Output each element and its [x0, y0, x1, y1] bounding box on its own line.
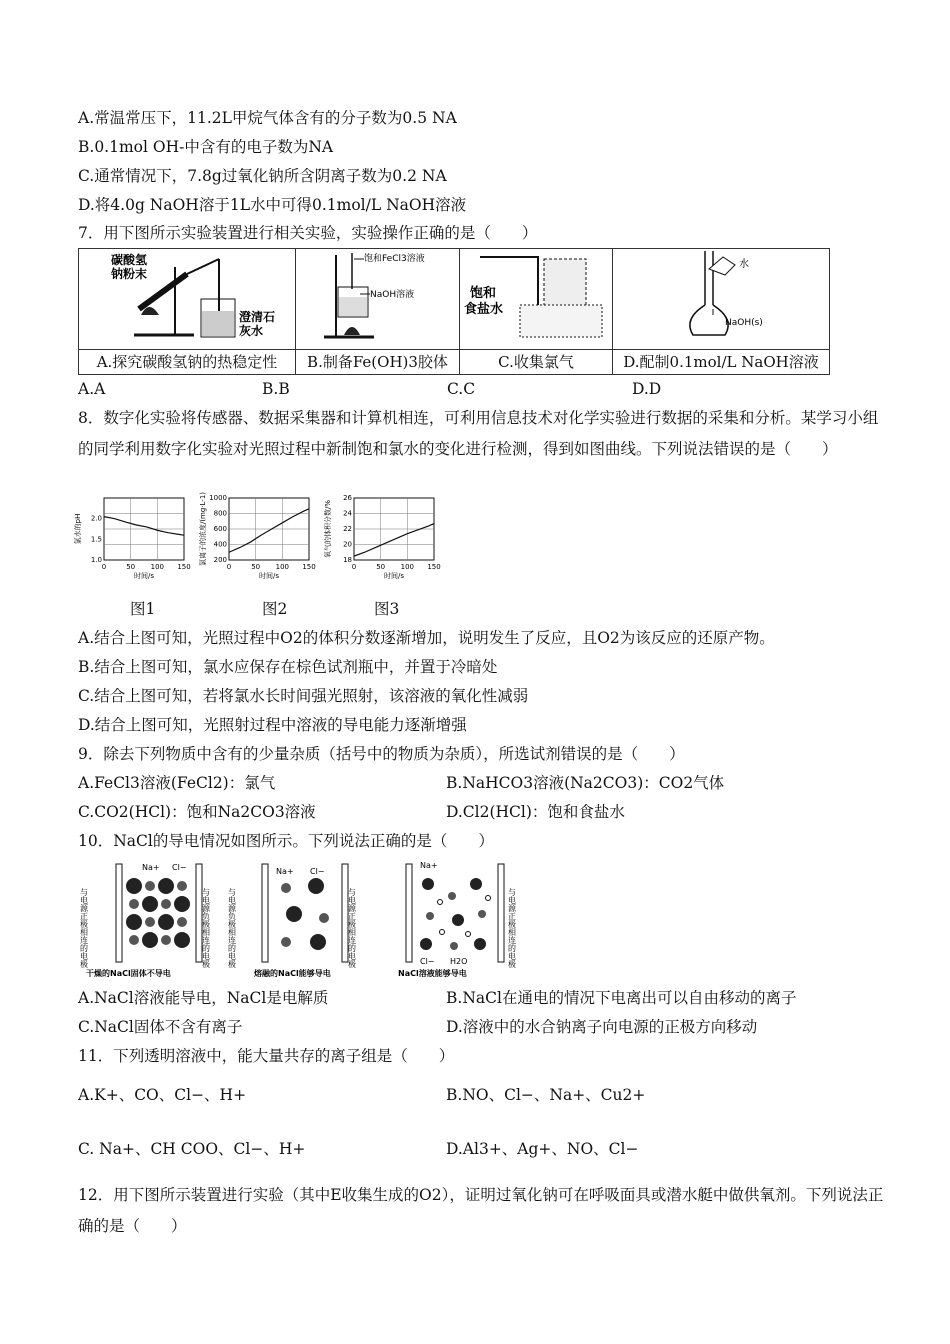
- q7-caption-d: D.配制0.1mol/L NaOH溶液: [613, 349, 829, 374]
- electrode-label-positive-3: 与电源正极相连的电极: [507, 888, 517, 968]
- y-tick-label: 24: [343, 509, 352, 518]
- x-tick-label: 100: [150, 563, 165, 571]
- q11-option-c: C. Na+、CH COO、Cl−、H+: [78, 1140, 306, 1158]
- chart-1: [73, 498, 191, 580]
- q11-stem: 11．下列透明溶液中，能大量共存的离子组是（ ）: [78, 1047, 455, 1065]
- q7-caption-b: B.制备Fe(OH)3胶体: [296, 349, 459, 374]
- y-tick-label: 18: [343, 556, 352, 564]
- nacl-conductivity-figure: [80, 858, 542, 980]
- fig-b-label-2: NaOH溶液: [370, 290, 415, 300]
- q7-caption-a: A.探究碳酸氢钠的热稳定性: [79, 349, 295, 374]
- na-ion-label-2: Na+: [276, 867, 294, 876]
- caption-molten: 熔融的NaCl能够导电: [254, 969, 331, 978]
- q8-figure-title-2: 图2: [262, 600, 288, 618]
- q7-caption-c: C.收集氯气: [460, 349, 612, 374]
- fig-a-label-3: 澄清石: [239, 310, 276, 324]
- hydrated-ions: [420, 878, 491, 950]
- y-tick-label: 1.5: [90, 535, 102, 544]
- fig-c-label-1: 饱和: [470, 286, 497, 301]
- y-tick-label: 20: [343, 540, 352, 549]
- electrode-label-negative-2: 与电源负极相连的电极: [227, 888, 237, 968]
- x-axis-label: 时间/s: [383, 572, 405, 580]
- q10-option-d: D.溶液中的水合钠离子向电源的正极方向移动: [446, 1018, 758, 1036]
- ion-lattice: [126, 878, 190, 948]
- chart-3: [323, 494, 441, 580]
- series-line: [104, 517, 184, 536]
- q11-option-d: D.Al3+、Ag+、NO、Cl−: [446, 1140, 639, 1158]
- y-tick-label: 22: [343, 525, 352, 533]
- electrode-label-positive-1: 与电源正极相连的电极: [79, 888, 89, 968]
- cl-ion-label-1: Cl−: [172, 863, 187, 872]
- electrode-label-negative-1: 与电源负极相连的电极: [201, 888, 211, 968]
- x-tick-label: 150: [427, 563, 441, 571]
- na-ion-label-1: Na+: [142, 863, 160, 872]
- q6-option-b: B.0.1mol OH-中含有的电子数为NA: [78, 138, 334, 156]
- gas-collection-figure: [460, 249, 612, 345]
- y-tick-label: 1000: [209, 494, 227, 502]
- q9-option-a: A.FeCl3溶液(FeCl2)：氯气: [78, 774, 276, 792]
- fig-a-label-4: 灰水: [239, 324, 264, 338]
- y-tick-label: 26: [343, 494, 352, 502]
- fig-a-label-2: 钠粉末: [111, 267, 148, 281]
- x-tick-label: 0: [351, 563, 357, 571]
- x-tick-label: 0: [101, 563, 107, 571]
- q9-option-d: D.Cl2(HCl)：饱和食盐水: [446, 803, 625, 821]
- colloid-apparatus-figure: [296, 249, 459, 345]
- caption-solution: NaCl溶液能够导电: [398, 969, 467, 978]
- y-tick-label: 800: [213, 509, 227, 518]
- q7-figure-b: [296, 249, 460, 375]
- q10-stem: 10．NaCl的导电情况如图所示。下列说法正确的是（ ）: [78, 832, 494, 850]
- fig-c-label-2: 食盐水: [464, 302, 504, 317]
- x-tick-label: 50: [251, 563, 261, 571]
- q7-figure-c: [460, 249, 613, 375]
- q9-option-b: B.NaHCO3溶液(Na2CO3)：CO2气体: [446, 774, 725, 792]
- q8-option-c: C.结合上图可知，若将氯水长时间强光照射，该溶液的氧化性减弱: [78, 687, 529, 705]
- series-line: [354, 524, 434, 557]
- series-line: [229, 509, 309, 552]
- q7-option-c: C.C: [447, 380, 476, 398]
- x-axis-label: 时间/s: [258, 572, 280, 580]
- q7-stem: 7．用下图所示实验装置进行相关实验，实验操作正确的是（ ）: [78, 224, 538, 242]
- q10-option-c: C.NaCl固体不含有离子: [78, 1018, 243, 1036]
- q7-figure-d: [613, 249, 830, 375]
- q8-option-b: B.结合上图可知，氯水应保存在棕色试剂瓶中，并置于冷暗处: [78, 658, 498, 676]
- volumetric-flask-figure: [613, 249, 829, 345]
- x-tick-label: 150: [302, 563, 316, 571]
- q11-option-b: B.NO、Cl−、Na+、Cu2+: [446, 1086, 646, 1104]
- h2o-label: H2O: [450, 957, 468, 966]
- q8-figure-title-3: 图3: [374, 600, 400, 618]
- cl-ion-label-3: Cl−: [420, 957, 435, 966]
- cl-ion-label-2: Cl−: [310, 867, 325, 876]
- caption-solid: 干燥的NaCl固体不导电: [86, 969, 171, 978]
- y-tick-label: 600: [213, 525, 227, 533]
- q10-option-a: A.NaCl溶液能导电，NaCl是电解质: [78, 989, 329, 1007]
- y-axis-label: 氧气的体积分数/%: [324, 499, 332, 559]
- x-tick-label: 50: [376, 563, 386, 571]
- y-axis-label: 氯水的pH: [74, 513, 82, 545]
- q8-option-a: A.结合上图可知，光照过程中O2的体积分数逐渐增加，说明发生了反应，且O2为该反应的还原产物。: [78, 629, 775, 647]
- q12-stem: 12．用下图所示装置进行实验（其中E收集生成的O2），证明过氧化钠可在呼吸面具或潜水艇中做供氧剂。下列说法正确的是（ ）: [78, 1186, 884, 1235]
- y-axis-label: 氯离子的浓度/(mg·L-1): [199, 491, 207, 567]
- q7-apparatus-table: [78, 248, 830, 375]
- q6-option-d: D.将4.0g NaOH溶于1L水中可得0.1mol/L NaOH溶液: [78, 196, 467, 214]
- q8-figure-title-1: 图1: [130, 600, 156, 618]
- y-tick-label: 200: [213, 556, 227, 564]
- x-tick-label: 100: [400, 563, 415, 571]
- fig-a-label-1: 碳酸氢: [111, 253, 148, 267]
- fig-b-label-1: 饱和FeCl3溶液: [364, 254, 425, 264]
- y-tick-label: 400: [213, 540, 227, 549]
- q8-charts: [76, 492, 446, 586]
- y-tick-label: 1.0: [90, 556, 102, 564]
- x-tick-label: 150: [177, 563, 191, 571]
- q6-option-c: C.通常情况下，7.8g过氧化钠所含阴离子数为0.2 NA: [78, 167, 447, 185]
- q7-figure-a: [79, 249, 296, 375]
- fig-d-label-1: 水: [739, 259, 749, 270]
- q11-option-a: A.K+、CO、Cl−、H+: [78, 1086, 247, 1104]
- y-tick-label: 2.0: [90, 514, 102, 523]
- heating-apparatus-figure: [79, 249, 295, 345]
- q9-option-c: C.CO2(HCl)：饱和Na2CO3溶液: [78, 803, 316, 821]
- x-tick-label: 100: [275, 563, 290, 571]
- q8-option-d: D.结合上图可知，光照射过程中溶液的导电能力逐渐增强: [78, 716, 467, 734]
- x-tick-label: 50: [126, 563, 136, 571]
- chart-2: [198, 492, 316, 580]
- electrode-label-positive-2: 与电源正极相连的电极: [347, 888, 357, 968]
- q7-option-a: A.A: [78, 380, 106, 398]
- fig-d-label-2: NaOH(s): [725, 318, 763, 328]
- q10-option-b: B.NaCl在通电的情况下电离出可以自由移动的离子: [446, 989, 797, 1007]
- q7-option-d: D.D: [632, 380, 662, 398]
- q7-option-b: B.B: [262, 380, 290, 398]
- q9-stem: 9．除去下列物质中含有的少量杂质（括号中的物质为杂质），所选试剂错误的是（ ）: [78, 745, 685, 763]
- x-axis-label: 时间/s: [133, 572, 155, 580]
- q8-stem: 8．数字化实验将传感器、数据采集器和计算机相连，可利用信息技术对化学实验进行数据的采集和分析。某学习小组的同学利用数字化实验对光照过程中新制饱和氯水的变化进行检测，得到如图曲线。下列说法错误的是（ ）: [78, 409, 879, 458]
- na-ion-label-3: Na+: [420, 861, 438, 870]
- x-tick-label: 0: [226, 563, 232, 571]
- q6-option-a: A.常温常压下，11.2L甲烷气体含有的分子数为0.5 NA: [78, 109, 457, 127]
